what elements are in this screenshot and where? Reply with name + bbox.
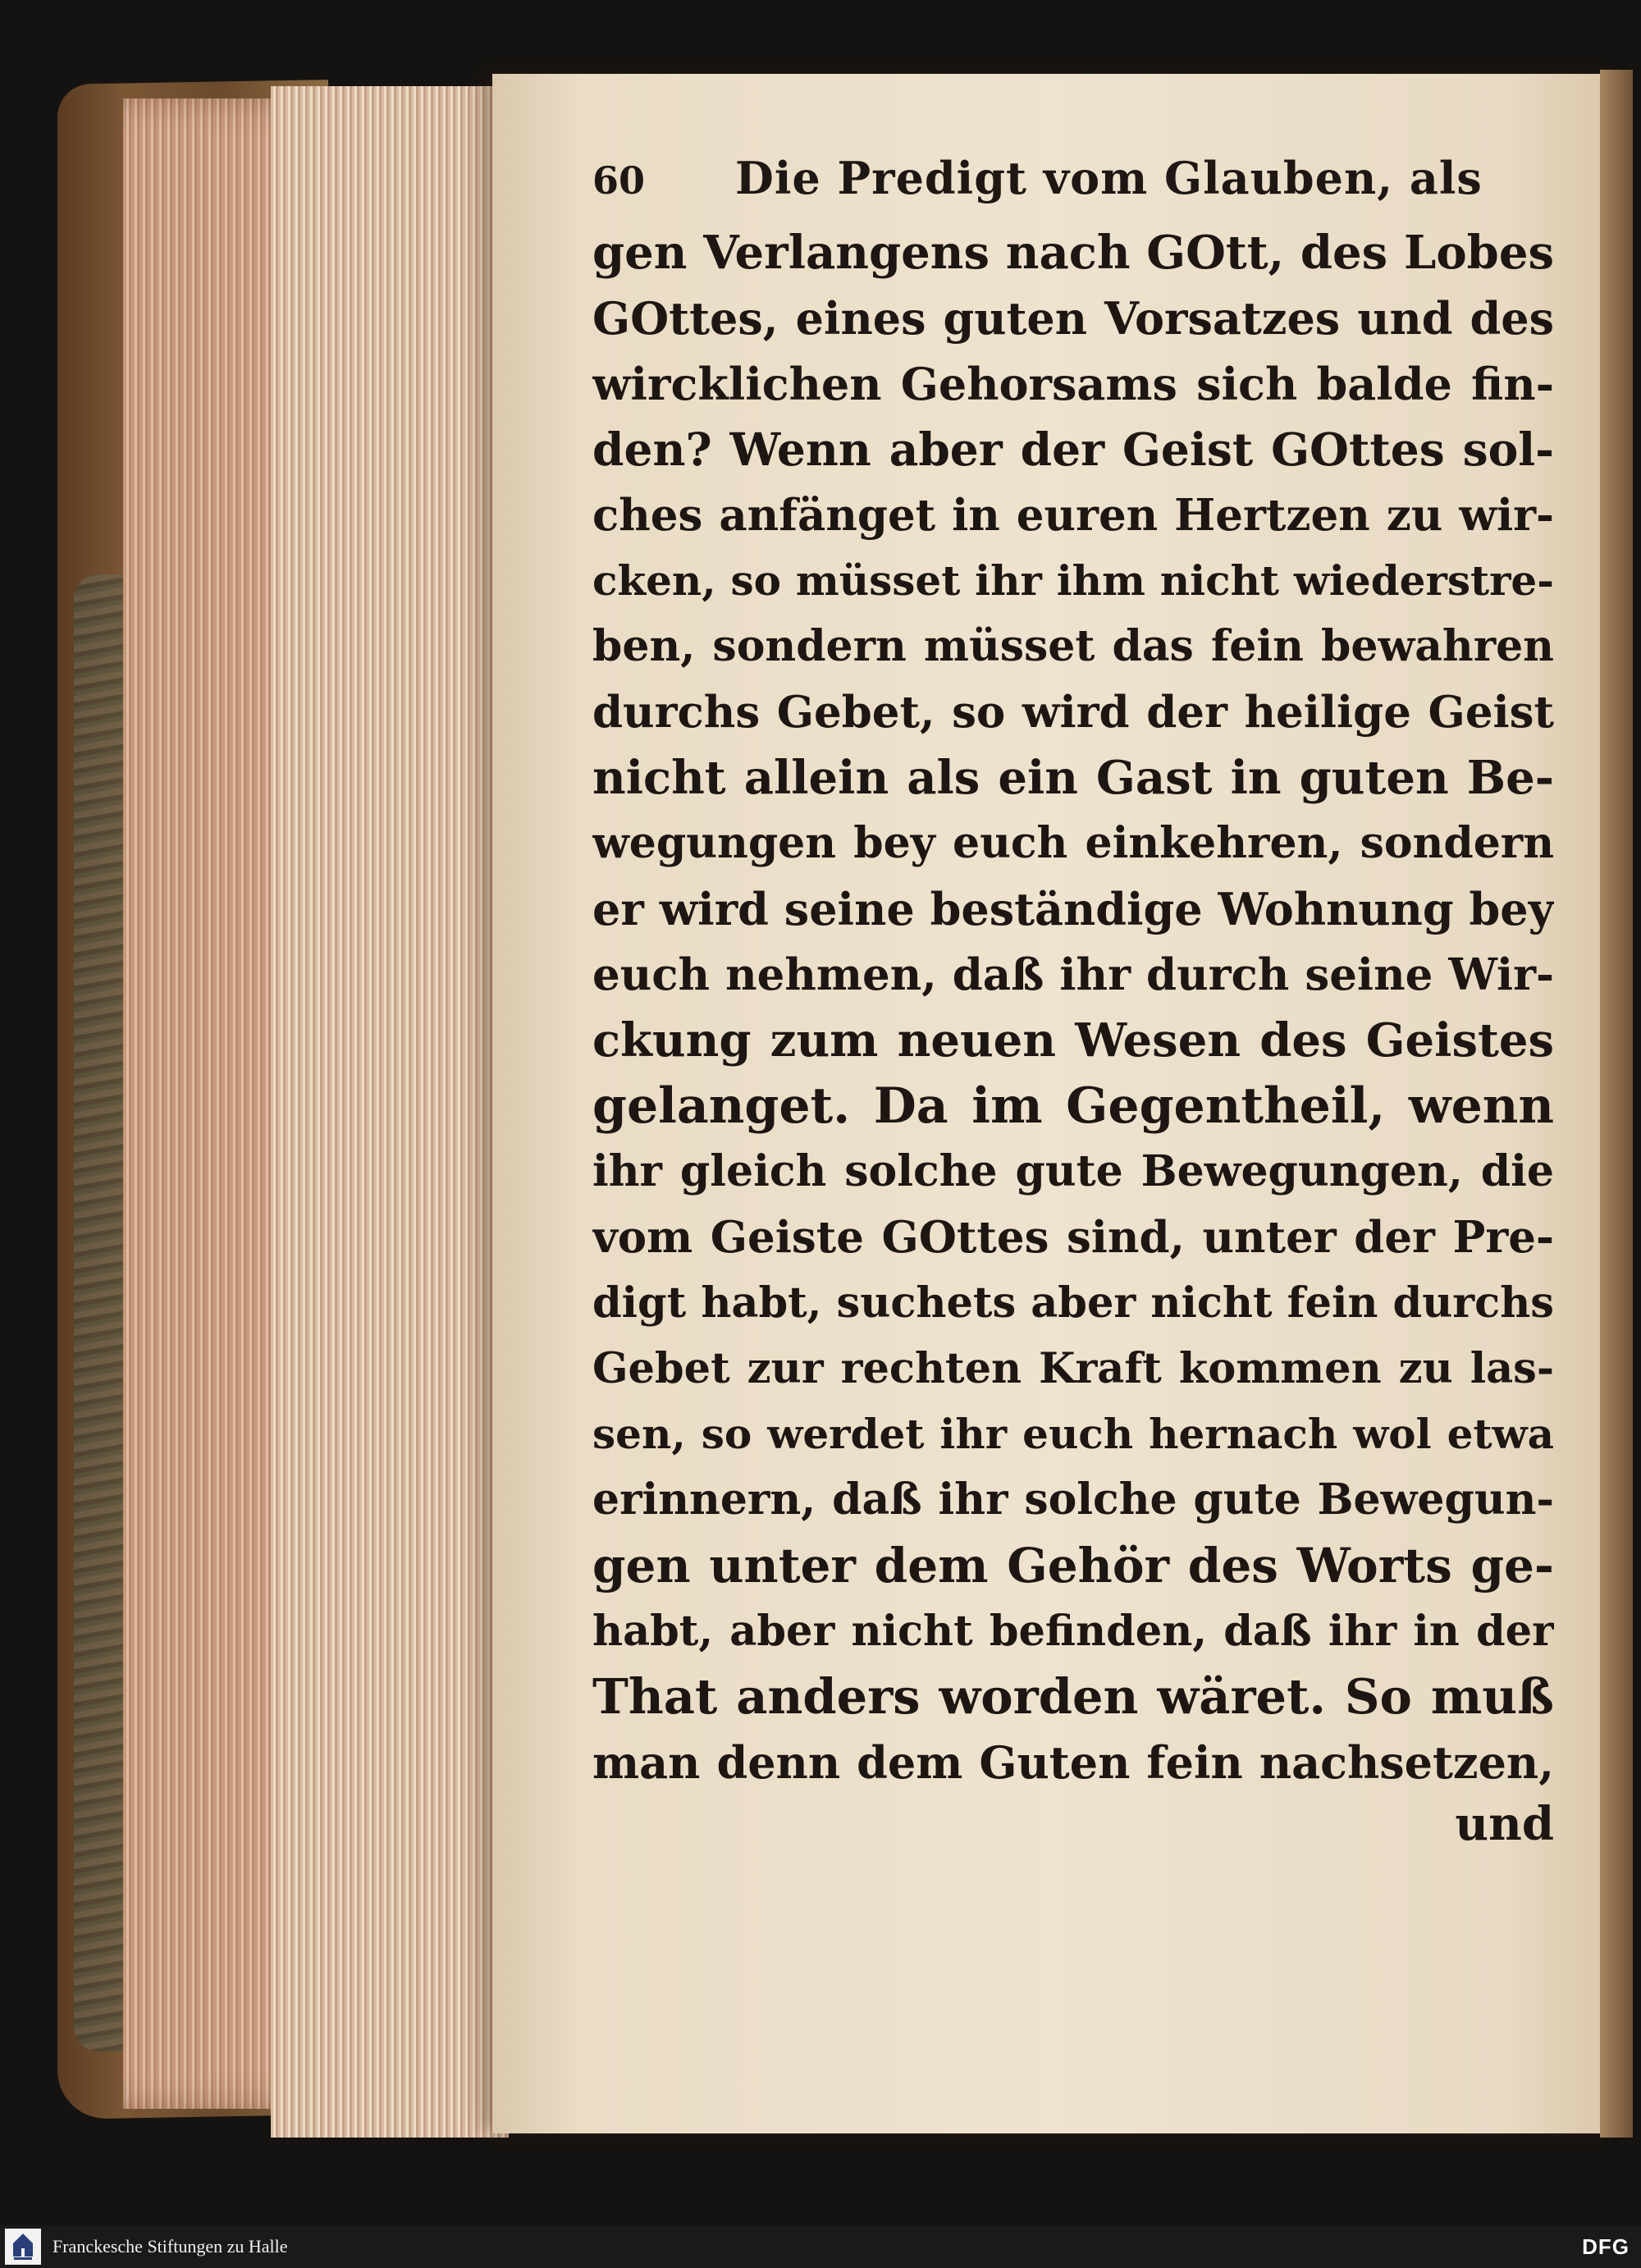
footer-bar: [0, 2225, 1641, 2268]
text-line: ben, sondern müsset das fein bewahren: [592, 621, 1554, 671]
text-line: gen Verlangens nach GOtt, des Lobes: [592, 226, 1554, 280]
page-number: 60: [592, 158, 646, 203]
text-line: Gebet zur rechten Kraft kommen zu las-: [592, 1344, 1554, 1393]
running-head: Die Predigt vom Glauben, als: [735, 152, 1483, 204]
text-line: wircklichen Gehorsams sich balde fin-: [592, 358, 1554, 410]
text-line: den? Wenn aber der Geist GOttes sol-: [592, 423, 1554, 476]
text-line: nicht allein als ein Gast in guten Be-: [592, 751, 1554, 805]
text-line: euch nehmen, daß ihr durch seine Wir-: [592, 949, 1554, 1000]
text-line: ckung zum neuen Wesen des Geistes: [592, 1013, 1554, 1068]
text-line: gelanget. Da im Gegentheil, wenn: [592, 1077, 1554, 1135]
text-line: digt habt, suchets aber nicht fein durchs: [592, 1278, 1554, 1328]
page-edges-inner: [271, 86, 509, 2138]
catchword: und: [1455, 1797, 1554, 1851]
text-line: ches anfänget in euren Hertzen zu wir-: [592, 490, 1554, 541]
text-line: sen, so werdet ihr euch hernach wol etwa: [592, 1410, 1554, 1458]
text-line: gen unter dem Gehör des Worts ge-: [592, 1538, 1554, 1594]
text-line: habt, aber nicht befinden, daß ihr in der: [592, 1607, 1554, 1656]
dfg-logo: DFG: [1582, 2234, 1630, 2259]
body-text: [592, 220, 1554, 1795]
text-line: ihr gleich solche gute Bewegungen, die: [592, 1146, 1554, 1196]
text-line: erinnern, daß ihr solche gute Bewegun-: [592, 1475, 1554, 1525]
text-line: wegungen bey euch einkehren, sondern: [592, 818, 1554, 868]
text-line: durchs Gebet, so wird der heilige Geist: [592, 687, 1554, 738]
text-line: man denn dem Guten fein nachsetzen,: [592, 1736, 1554, 1789]
text-line: GOttes, eines guten Vorsatzes und des: [592, 292, 1554, 345]
text-line: cken, so müsset ihr ihm nicht wiederstre-: [592, 556, 1554, 605]
text-line: vom Geiste GOttes sind, unter der Pre-: [592, 1212, 1554, 1263]
page-right-edge: [1600, 70, 1633, 2138]
text-line: er wird seine beständige Wohnung bey: [592, 883, 1554, 935]
franckesche-stiftungen-logo-icon: [5, 2229, 41, 2265]
text-line: That anders worden wäret. So muß: [592, 1668, 1554, 1725]
page-header: [592, 152, 1561, 209]
institution-name: Franckesche Stiftungen zu Halle: [53, 2236, 288, 2257]
